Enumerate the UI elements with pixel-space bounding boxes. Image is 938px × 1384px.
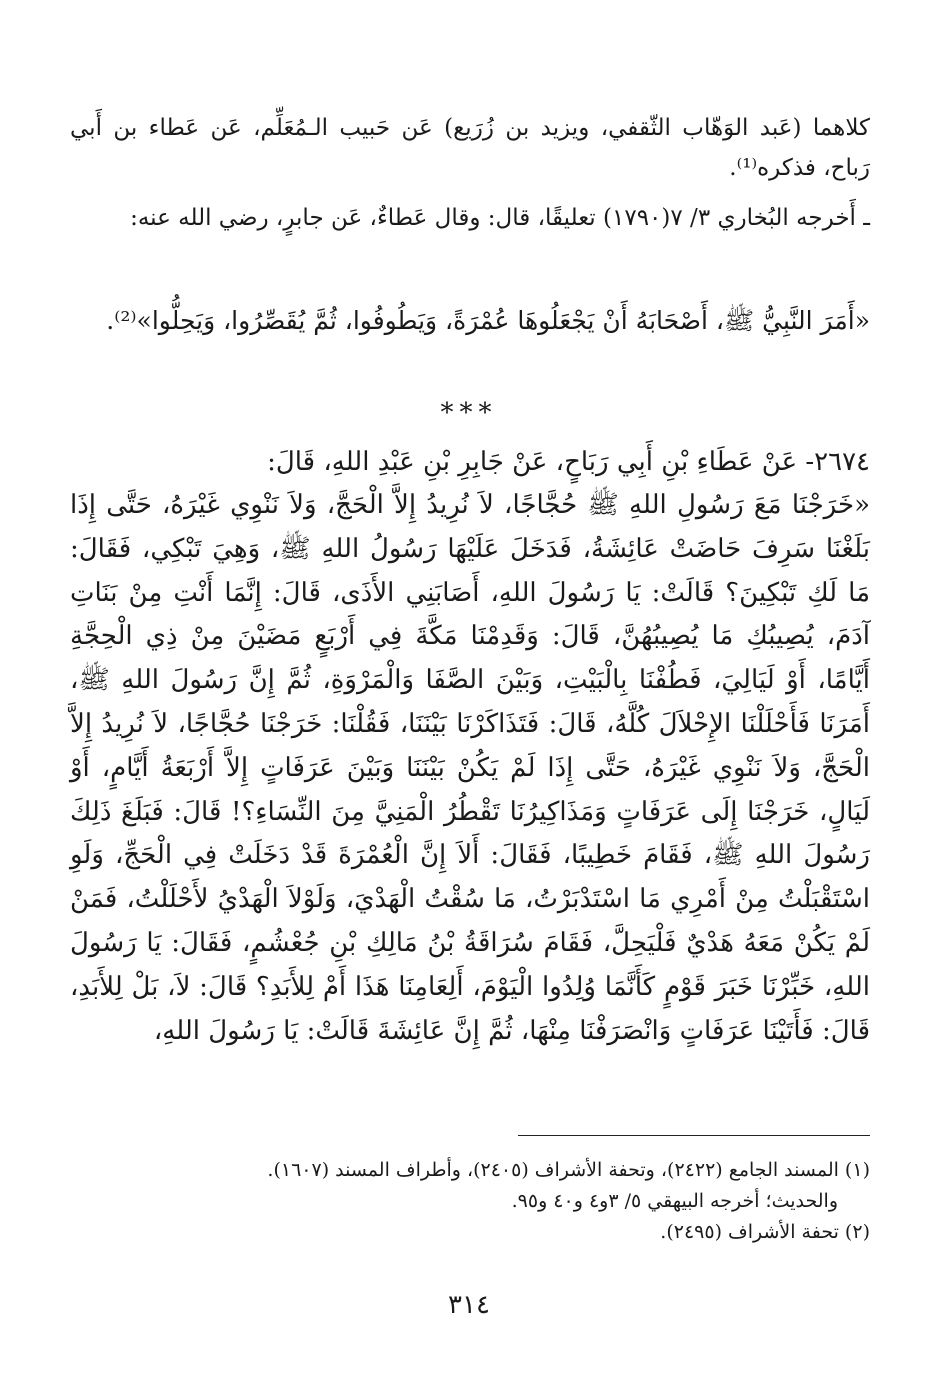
quoted-hadith-text: «أَمَرَ النَّبِيُّ ﷺ، أَصْحَابَهُ أَنْ يَجْعَلُوهَا عُمْرَةً، وَيَطُوفُوا، ثُمَّ يُقَصِّرُوا، وَيَحِلُّوا»⁽²⁾.	[106, 306, 870, 335]
hadith-2674	[70, 440, 870, 1053]
quoted-hadith	[70, 300, 870, 342]
page-number: ٣١٤	[448, 1290, 490, 1320]
section-separator: ***	[440, 398, 498, 428]
intro-text: كلاهما (عَبد الوَهّاب الثّقفي، ويزيد بن زُرَيع) عَن حَبيب الـمُعَلِّم، عَن عَطاء بن أَبي رَباح، فذكره⁽¹⁾.	[70, 115, 870, 181]
bukhari-text: ـ أَخرجه البُخاري ٣/ ٧(١٧٩٠) تعليقًا، قال: وقال عَطاءٌ، عَن جابرٍ، رضي الله عنه:	[130, 205, 870, 231]
intro-paragraph	[70, 108, 870, 188]
hadith-body: «خَرَجْنَا مَعَ رَسُولِ اللهِ ﷺ حُجَّاجًا، لاَ نُرِيدُ إِلاَّ الْحَجَّ، وَلاَ نَنْوِي غَيْرَهُ، حَتَّى إِذَا بَلَغْنَا سَرِفَ حَاضَتْ عَائِشَةُ، فَدَخَلَ عَلَيْهَا رَسُولُ اللهِ ﷺ، وَهِيَ تَبْكِي، فَقَالَ: مَا لَكِ تَبْكِينَ؟ قَالَتْ: يَا رَسُولَ اللهِ، أَصَابَنِي الأَذَى، قَالَ: إِنَّمَا أَنْتِ مِنْ بَنَاتِ آدَمَ، يُصِيبُكِ مَا يُصِيبُهُنَّ، قَالَ: وَقَدِمْنَا مَكَّةَ فِي أَرْبَعٍ مَضَيْنَ مِنْ ذِي الْحِجَّةِ أَيَّامًا، أَوْ لَيَالِيَ، فَطُفْنَا بِالْبَيْتِ، وَبَيْنَ الصَّفَا وَالْمَرْوَةِ، ثُمَّ إِنَّ رَسُولَ اللهِ ﷺ، أَمَرَنَا فَأَحْلَلْنَا الإِحْلاَلَ كُلَّهُ، قَالَ: فَتَذَاكَرْنَا بَيْنَنَا، فَقُلْنَا: خَرَجْنَا حُجَّاجًا، لاَ نُرِيدُ إِلاَّ الْحَجَّ، وَلاَ نَنْوِي غَيْرَهُ، حَتَّى إِذَا لَمْ يَكُنْ بَيْنَنَا وَبَيْنَ عَرَفَاتٍ إِلاَّ أَرْبَعَةُ أَيَّامٍ، أَوْ لَيَالٍ، خَرَجْنَا إِلَى عَرَفَاتٍ وَمَذَاكِيرُنَا تَقْطُرُ الْمَنِيَّ مِنَ النِّسَاءِ؟! قَالَ: فَبَلَغَ ذَلِكَ رَسُولَ اللهِ ﷺ، فَقَامَ خَطِيبًا، فَقَالَ: أَلاَ إِنَّ الْعُمْرَةَ قَدْ دَخَلَتْ فِي الْحَجِّ، وَلَوِ اسْتَقْبَلْتُ مِنْ أَمْرِي مَا اسْتَدْبَرْتُ، مَا سُقْتُ الْهَدْيَ، وَلَوْلاَ الْهَدْيُ لأَحْلَلْتُ، فَمَنْ لَمْ يَكُنْ مَعَهُ هَدْيٌ فَلْيَحِلَّ، فَقَامَ سُرَاقَةُ بْنُ مَالِكِ بْنِ جُعْشُمٍ، فَقَالَ: يَا رَسُولَ اللهِ، خَبِّرْنَا خَبَرَ قَوْمٍ كَأَنَّمَا وُلِدُوا الْيَوْمَ، أَلِعَامِنَا هَذَا أَمْ لِلأَبَدِ؟ قَالَ: لاَ، بَلْ لِلأَبَدِ، قَالَ: فَأَتَيْنَا عَرَفَاتٍ وَانْصَرَفْنَا مِنْهَا، ثُمَّ إِنَّ عَائِشَةَ قَالَتْ: يَا رَسُولَ اللهِ،	[70, 490, 870, 1046]
hadith-heading: ٢٦٧٤- عَنْ عَطَاءِ بْنِ أَبِي رَبَاحٍ، عَنْ جَابِرِ بْنِ عَبْدِ اللهِ، قَالَ:	[267, 447, 870, 477]
footnote-divider	[518, 1135, 870, 1136]
bukhari-reference	[70, 198, 870, 238]
footnote-1-continuation: والحديث؛ أخرجه البيهقي ٥/ ٣و٤ و٤٠ و٩٥.	[511, 1190, 838, 1212]
footnote-2: (٢) تحفة الأشراف (٢٤٩٥).	[660, 1221, 870, 1243]
footnote-1: (١) المسند الجامع (٢٤٢٢)، وتحفة الأشراف (٢٤٠٥)، وأطراف المسند (١٦٠٧).	[267, 1159, 870, 1181]
footnotes	[150, 1155, 870, 1248]
